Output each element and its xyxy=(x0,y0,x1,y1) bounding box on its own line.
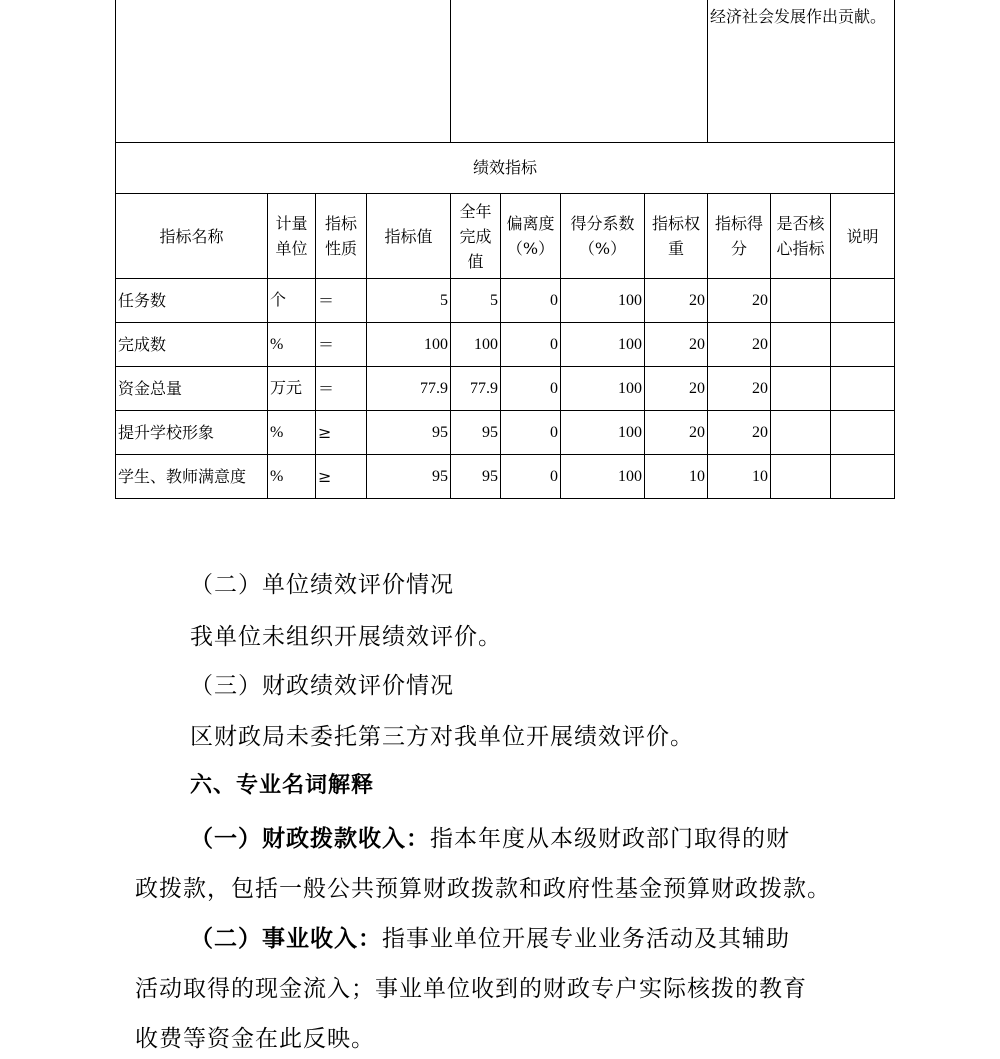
table-row xyxy=(116,279,895,323)
cell-weight: 20 xyxy=(645,279,708,323)
cell-core xyxy=(771,367,831,411)
cell-weight: 20 xyxy=(645,367,708,411)
term2-label: （二）事业收入： xyxy=(190,925,382,952)
top-continuation-row xyxy=(116,0,895,143)
cell-unit: % xyxy=(268,411,316,455)
cell-coef: 100 xyxy=(561,323,645,367)
heading-unit-evaluation: （二）单位绩效评价情况 xyxy=(190,572,454,598)
term2-line2: 活动取得的现金流入；事业单位收到的财政专户实际核拨的教育 xyxy=(135,976,807,1002)
header-cell: 是否核心指标 xyxy=(771,194,831,279)
term2-line3: 收费等资金在此反映。 xyxy=(135,1026,375,1052)
header-cell: 全年完成值 xyxy=(451,194,501,279)
header-cell: 指标性质 xyxy=(316,194,367,279)
cell-deviation: 0 xyxy=(501,323,561,367)
cell-name: 学生、教师满意度 xyxy=(116,455,268,499)
cell-score: 20 xyxy=(708,411,771,455)
paragraph-finance-evaluation: 区财政局未委托第三方对我单位开展绩效评价。 xyxy=(190,724,694,750)
cell-deviation: 0 xyxy=(501,367,561,411)
header-cell: 指标名称 xyxy=(116,194,268,279)
section-title: 绩效指标 xyxy=(116,143,895,194)
top-cell-middle xyxy=(451,0,708,143)
table-row xyxy=(116,367,895,411)
cell-score: 20 xyxy=(708,367,771,411)
cell-unit: % xyxy=(268,455,316,499)
term1-line1 xyxy=(190,820,790,853)
cell-core xyxy=(771,279,831,323)
performance-indicator-table xyxy=(115,0,895,499)
term1-line2: 政拨款，包括一般公共预算财政拨款和政府性基金预算财政拨款。 xyxy=(135,876,831,902)
cell-target: 95 xyxy=(367,455,451,499)
cell-actual: 95 xyxy=(451,455,501,499)
cell-score: 10 xyxy=(708,455,771,499)
term2-line1 xyxy=(190,920,790,953)
cell-nature: ＝ xyxy=(316,323,367,367)
cell-actual: 5 xyxy=(451,279,501,323)
heading-finance-evaluation: （三）财政绩效评价情况 xyxy=(190,673,454,699)
cell-nature: ≥ xyxy=(316,455,367,499)
cell-core xyxy=(771,455,831,499)
cell-weight: 10 xyxy=(645,455,708,499)
cell-target: 100 xyxy=(367,323,451,367)
cell-note xyxy=(831,323,895,367)
cell-weight: 20 xyxy=(645,411,708,455)
term1-text: 指本年度从本级财政部门取得的财 xyxy=(430,826,790,852)
header-cell: 说明 xyxy=(831,194,895,279)
table-row xyxy=(116,455,895,499)
cell-name: 任务数 xyxy=(116,279,268,323)
cell-coef: 100 xyxy=(561,367,645,411)
cell-score: 20 xyxy=(708,323,771,367)
top-cell-left xyxy=(116,0,451,143)
cell-deviation: 0 xyxy=(501,411,561,455)
cell-core xyxy=(771,411,831,455)
cell-name: 资金总量 xyxy=(116,367,268,411)
header-cell: 指标权重 xyxy=(645,194,708,279)
cell-unit: 个 xyxy=(268,279,316,323)
paragraph-unit-evaluation: 我单位未组织开展绩效评价。 xyxy=(190,624,502,650)
cell-core xyxy=(771,323,831,367)
table-row xyxy=(116,411,895,455)
cell-name: 完成数 xyxy=(116,323,268,367)
cell-name: 提升学校形象 xyxy=(116,411,268,455)
cell-coef: 100 xyxy=(561,411,645,455)
cell-target: 77.9 xyxy=(367,367,451,411)
cell-actual: 77.9 xyxy=(451,367,501,411)
top-cell-description: 经济社会发展作出贡献。 xyxy=(708,0,895,143)
cell-coef: 100 xyxy=(561,279,645,323)
cell-note xyxy=(831,367,895,411)
cell-nature: ＝ xyxy=(316,279,367,323)
cell-actual: 100 xyxy=(451,323,501,367)
cell-deviation: 0 xyxy=(501,455,561,499)
header-cell: 偏离度（%） xyxy=(501,194,561,279)
cell-note xyxy=(831,279,895,323)
header-cell: 指标得分 xyxy=(708,194,771,279)
cell-nature: ＝ xyxy=(316,367,367,411)
header-cell: 指标值 xyxy=(367,194,451,279)
section-title-row xyxy=(116,143,895,194)
table-row xyxy=(116,323,895,367)
cell-coef: 100 xyxy=(561,455,645,499)
cell-target: 5 xyxy=(367,279,451,323)
term2-text: 指事业单位开展专业业务活动及其辅助 xyxy=(382,926,790,952)
header-row xyxy=(116,194,895,279)
cell-note xyxy=(831,455,895,499)
cell-note xyxy=(831,411,895,455)
cell-unit: 万元 xyxy=(268,367,316,411)
cell-deviation: 0 xyxy=(501,279,561,323)
cell-score: 20 xyxy=(708,279,771,323)
header-cell: 计量单位 xyxy=(268,194,316,279)
cell-nature: ≥ xyxy=(316,411,367,455)
cell-weight: 20 xyxy=(645,323,708,367)
heading-terms: 六、专业名词解释 xyxy=(190,773,375,798)
cell-target: 95 xyxy=(367,411,451,455)
cell-unit: % xyxy=(268,323,316,367)
performance-table-container xyxy=(115,0,894,499)
cell-actual: 95 xyxy=(451,411,501,455)
term1-label: （一）财政拨款收入： xyxy=(190,825,430,852)
header-cell: 得分系数（%） xyxy=(561,194,645,279)
